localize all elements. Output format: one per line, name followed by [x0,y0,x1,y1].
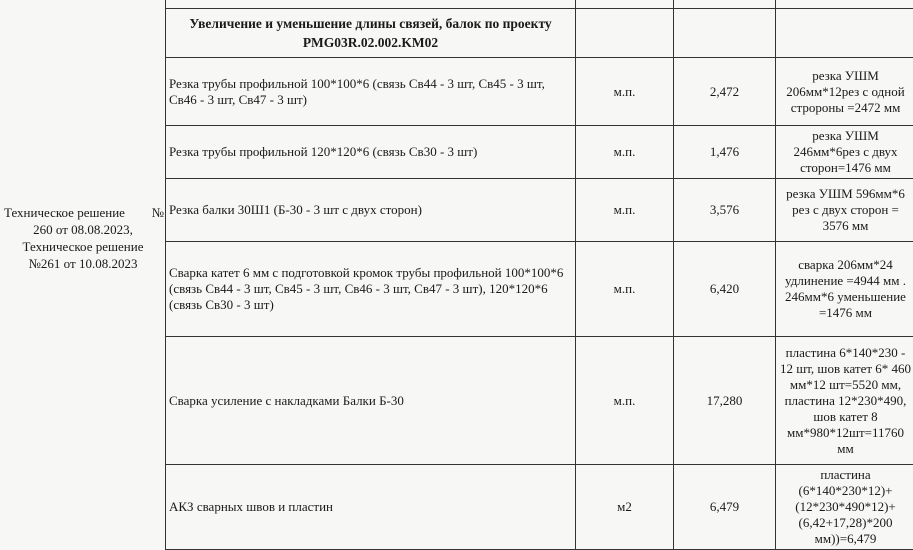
table-row [166,126,913,179]
table-row [166,465,913,550]
note-line4: №261 от 10.08.2023 [0,255,166,272]
row-unit: м.п. [576,179,674,242]
row-quantity: 2,472 [674,58,776,126]
row-description: Резка трубы профильной 100*100*6 (связь Св44 - 3 шт, Св45 - 3 шт, Св46 - 3 шт, Св47 - 3 шт) [166,58,576,126]
row-note: пластина (6*140*230*12)+(12*230*490*12)+(6,42+17,28)*200 мм))=6,479 [776,465,913,550]
note-line2: 260 от 08.08.2023, [0,221,166,238]
row-note: резка УШМ 246мм*6рез с двух сторон=1476 мм [776,126,913,179]
note-line3: Техническое решение [0,238,166,255]
works-table [165,0,913,550]
row-unit: м.п. [576,58,674,126]
top-fragment-cell [166,0,576,9]
row-unit: м.п. [576,242,674,337]
row-note: резка УШМ 206мм*12рез с одной стророны =2472 мм [776,58,913,126]
table-row [166,337,913,465]
row-quantity: 17,280 [674,337,776,465]
row-note: пластина 6*140*230 - 12 шт, шов катет 6* 460 мм*12 шт=5520 мм, пластина 12*230*490, шов катет 8 мм*980*12шт=11760 мм [776,337,913,465]
note-part1: Техническое решение [4,204,125,221]
section-header-line2: PMG03R.02.002.KM02 [169,33,572,52]
section-header-line1: Увеличение и уменьшение длины связей, балок по проекту [169,14,572,33]
row-quantity: 3,576 [674,179,776,242]
row-description: Сварка катет 6 мм с подготовкой кромок трубы профильной 100*100*6 (связь Св44 - 3 шт, Св45 - 3 шт, Св46 - 3 шт, Св47 - 3 шт), 120*120*6 (связь Св30 - 3 шт) [166,242,576,337]
row-description: Резка балки 30Ш1 (Б-30 - 3 шт с двух сторон) [166,179,576,242]
table-row [166,58,913,126]
row-note: резка УШМ 596мм*6 рез с двух сторон = 3576 мм [776,179,913,242]
table-row [166,179,913,242]
row-quantity: 1,476 [674,126,776,179]
row-description: Резка трубы профильной 120*120*6 (связь Св30 - 3 шт) [166,126,576,179]
row-quantity: 6,420 [674,242,776,337]
row-unit: м.п. [576,337,674,465]
row-unit: м2 [576,465,674,550]
technical-decision-note [0,204,166,272]
row-note: сварка 206мм*24 удлинение =4944 мм . 246мм*6 уменьшение =1476 мм [776,242,913,337]
note-part2: № [152,204,164,221]
row-quantity: 6,479 [674,465,776,550]
row-description: АКЗ сварных швов и пластин [166,465,576,550]
row-unit: м.п. [576,126,674,179]
section-header [166,9,576,58]
table-row [166,242,913,337]
row-description: Сварка усиление с накладками Балки Б-30 [166,337,576,465]
